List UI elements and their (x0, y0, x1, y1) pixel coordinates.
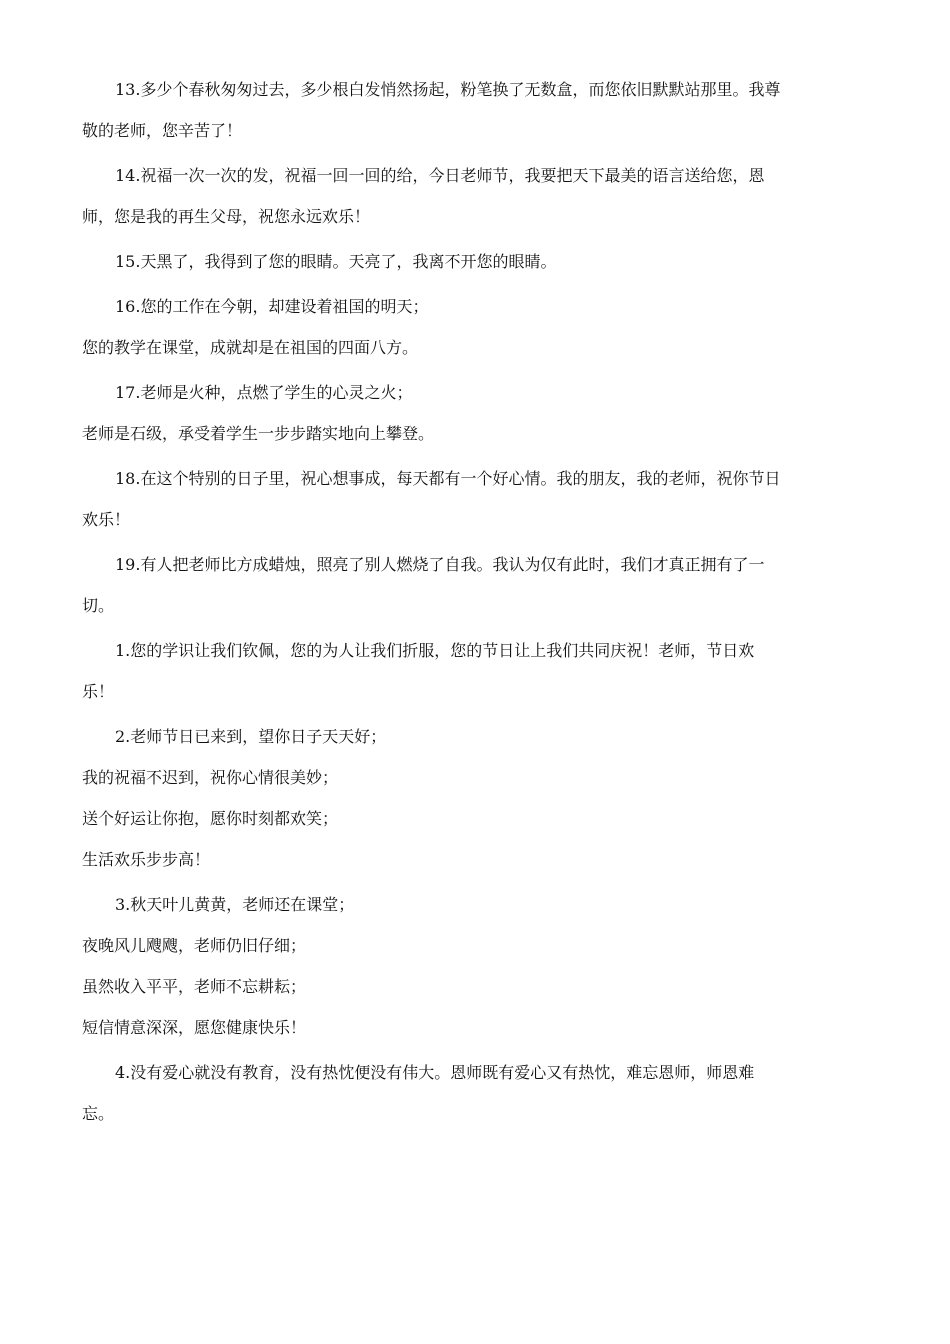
paragraph-16 (82, 295, 872, 360)
text-line: 切。 (82, 596, 115, 615)
text-line: 老师是石级，承受着学生一步步踏实地向上攀登。 (82, 424, 435, 443)
paragraph-3 (82, 893, 872, 1040)
paragraph-15 (82, 250, 872, 274)
text-line: 欢乐！ (82, 510, 131, 529)
paragraph-1 (82, 639, 872, 704)
paragraph-2 (82, 725, 872, 872)
text-line: 1.您的学识让我们钦佩，您的为人让我们折服，您的节日让上我们共同庆祝！老师，节日欢 (115, 641, 755, 660)
text-line: 4.没有爱心就没有教育，没有热忱便没有伟大。恩师既有爱心又有热忱，难忘恩师，师恩难 (115, 1063, 755, 1082)
text-line: 生活欢乐步步高！ (82, 850, 211, 869)
text-line: 您的教学在课堂，成就却是在祖国的四面八方。 (82, 338, 419, 357)
text-line: 14.祝福一次一次的发，祝福一回一回的给，今日老师节，我要把天下最美的语言送给您，恩 (115, 166, 765, 185)
text-line: 13.多少个春秋匆匆过去，多少根白发悄然扬起，粉笔换了无数盒，而您依旧默默站那里。我尊 (115, 80, 781, 99)
text-line: 16.您的工作在今朝，却建设着祖国的明天； (115, 297, 429, 316)
text-line: 我的祝福不迟到，祝你心情很美妙； (82, 768, 339, 787)
text-line: 短信情意深深，愿您健康快乐！ (82, 1018, 307, 1037)
text-line: 夜晚风儿飕飕，老师仍旧仔细； (82, 936, 307, 955)
text-line: 19.有人把老师比方成蜡烛，照亮了别人燃烧了自我。我认为仅有此时，我们才真正拥有了一 (115, 555, 765, 574)
paragraph-4 (82, 1061, 872, 1126)
text-line: 送个好运让你抱，愿你时刻都欢笑； (82, 809, 339, 828)
text-line: 敬的老师，您辛苦了！ (82, 121, 243, 140)
paragraph-14 (82, 164, 872, 229)
paragraph-17 (82, 381, 872, 446)
text-line: 忘。 (82, 1104, 115, 1123)
text-line: 师，您是我的再生父母，祝您永远欢乐！ (82, 207, 371, 226)
text-line: 15.天黑了，我得到了您的眼睛。天亮了，我离不开您的眼睛。 (115, 252, 557, 271)
text-line: 2.老师节日已来到，望你日子天天好； (115, 727, 387, 746)
text-line: 18.在这个特别的日子里，祝心想事成，每天都有一个好心情。我的朋友，我的老师，祝你节日 (115, 469, 781, 488)
text-line: 17.老师是火种，点燃了学生的心灵之火； (115, 383, 413, 402)
paragraph-19 (82, 553, 872, 618)
paragraph-13 (82, 78, 872, 143)
text-line: 3.秋天叶儿黄黄，老师还在课堂； (115, 895, 355, 914)
document-page (82, 78, 872, 1147)
text-line: 虽然收入平平，老师不忘耕耘； (82, 977, 307, 996)
text-line: 乐！ (82, 682, 115, 701)
paragraph-18 (82, 467, 872, 532)
